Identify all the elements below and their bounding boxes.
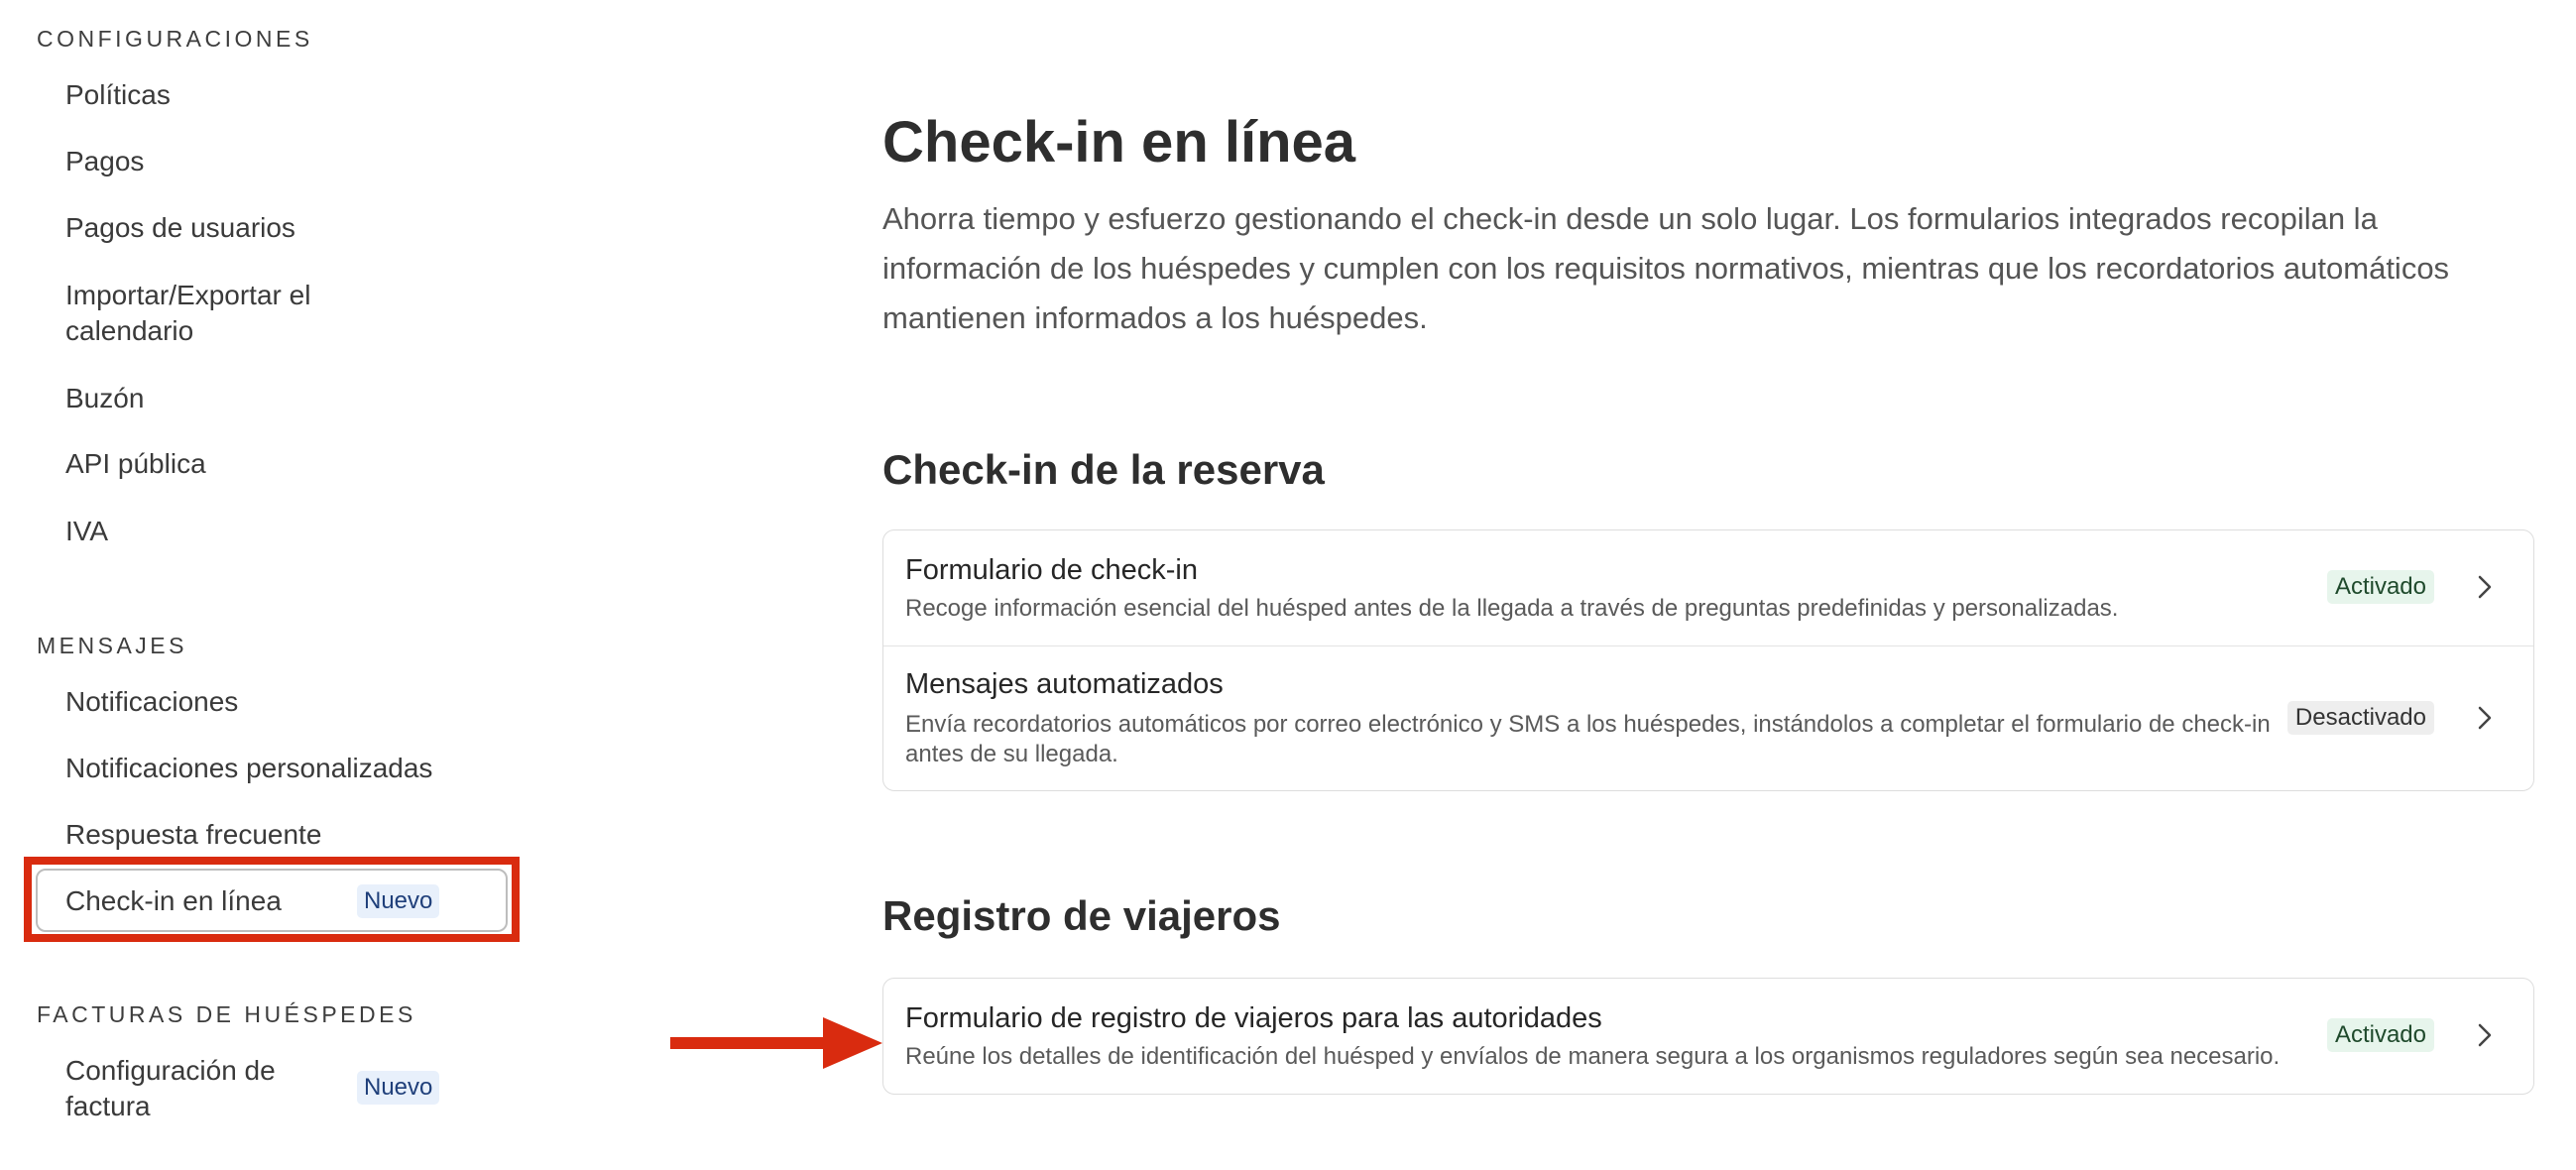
row-title: Formulario de check-in — [905, 554, 1198, 586]
status-badge: Activado — [2327, 570, 2434, 604]
row-description: Envía recordatorios automáticos por correo electrónico y SMS a los huéspedes, instándolos a completar el formulario de check-in antes de su llegada. — [905, 711, 2271, 767]
sidebar-item-buzon[interactable]: Buzón — [65, 383, 145, 413]
chevron-right-icon — [2472, 705, 2498, 731]
sidebar-item-importar-exportar-calendario[interactable]: Importar/Exportar el calendario — [65, 280, 311, 346]
sidebar-item-notificaciones[interactable]: Notificaciones — [65, 686, 239, 717]
status-badge: Activado — [2327, 1018, 2434, 1052]
traveler-registration-form-row[interactable] — [883, 979, 2533, 1094]
sidebar-item-api-publica[interactable]: API pública — [65, 448, 206, 479]
section-heading-configuraciones: CONFIGURACIONES — [37, 26, 313, 52]
settings-sidebar — [0, 0, 555, 1170]
sidebar-item-iva[interactable]: IVA — [65, 516, 109, 546]
check-in-form-row[interactable] — [883, 530, 2533, 645]
chevron-right-icon — [2472, 1022, 2498, 1048]
arrow-right-icon — [670, 1013, 882, 1073]
sidebar-item-label: Check-in en línea — [65, 885, 282, 916]
automated-messages-row[interactable] — [883, 645, 2533, 790]
new-badge: Nuevo — [357, 884, 439, 918]
sidebar-item-notificaciones-personalizadas[interactable]: Notificaciones personalizadas — [65, 753, 433, 783]
new-badge: Nuevo — [357, 1071, 439, 1105]
section-title-registro-viajeros: Registro de viajeros — [882, 892, 1281, 939]
sidebar-item-pagos-de-usuarios[interactable]: Pagos de usuarios — [65, 212, 295, 243]
status-badge: Desactivado — [2287, 701, 2434, 735]
sidebar-item-respuesta-frecuente[interactable]: Respuesta frecuente — [65, 819, 322, 850]
section-title-check-in-reserva: Check-in de la reserva — [882, 446, 1325, 493]
row-description: Recoge información esencial del huésped antes de la llegada a través de preguntas predefinidas y personalizadas. — [905, 595, 2119, 622]
sidebar-item-check-in-en-linea[interactable] — [36, 869, 508, 932]
sidebar-item-label: Configuración de factura — [65, 1055, 276, 1121]
chevron-right-icon — [2472, 574, 2498, 600]
section-heading-mensajes: MENSAJES — [37, 633, 187, 658]
row-title: Formulario de registro de viajeros para las autoridades — [905, 1002, 1602, 1034]
row-title: Mensajes automatizados — [905, 668, 1224, 700]
check-in-reserva-card — [882, 529, 2534, 791]
row-description: Reúne los detalles de identificación del huésped y envíalos de manera segura a los organismos reguladores según sea necesario. — [905, 1043, 2281, 1070]
section-heading-facturas: FACTURAS DE HUÉSPEDES — [37, 1001, 416, 1027]
registro-viajeros-card — [882, 978, 2534, 1095]
sidebar-item-configuracion-de-factura[interactable] — [65, 1053, 482, 1124]
page-description: Ahorra tiempo y esfuerzo gestionando el check-in desde un solo lugar. Los formularios integrados recopilan la información de los huéspedes y cumplen con los requisitos normativos, mientras que los recordatorios automáticos mantienen informados a los huéspedes. — [882, 201, 2450, 335]
sidebar-item-pagos[interactable]: Pagos — [65, 146, 145, 176]
page-title: Check-in en línea — [882, 110, 1356, 175]
sidebar-item-politicas[interactable]: Políticas — [65, 79, 171, 110]
